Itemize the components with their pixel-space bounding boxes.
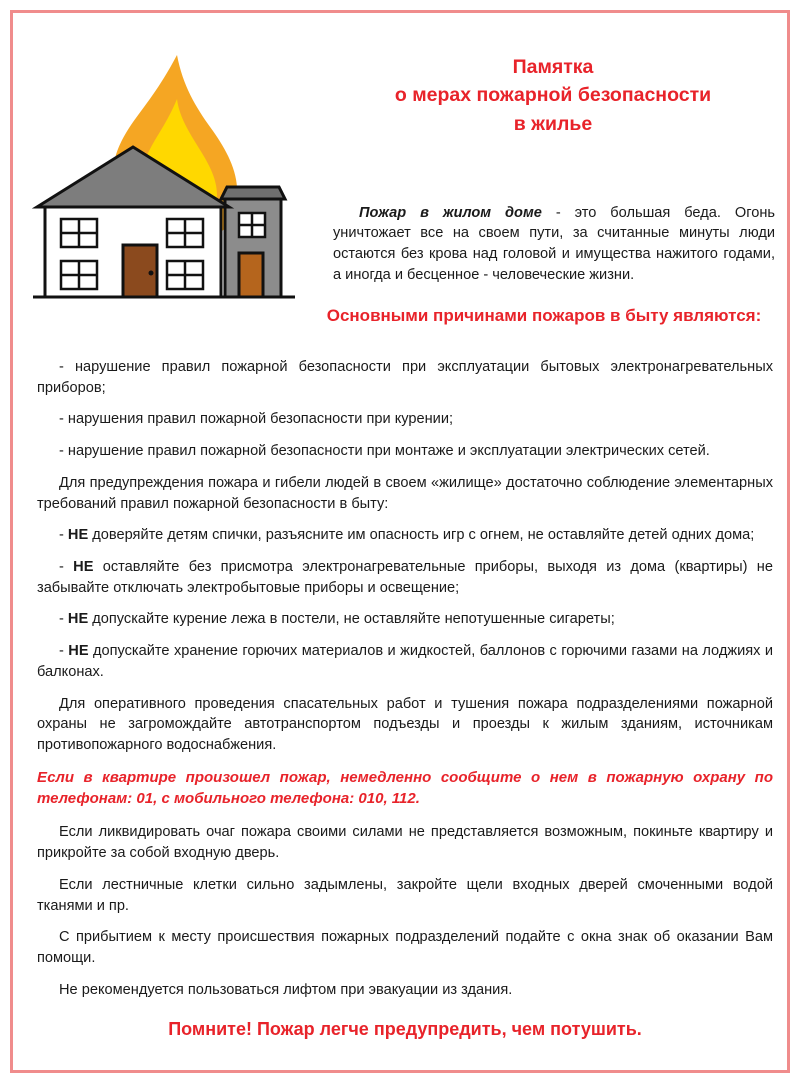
house-annex: [221, 187, 285, 297]
emergency-text-middle: , с мобильного телефона:: [153, 790, 359, 808]
emergency-text-after: .: [415, 790, 420, 808]
title-line-3: в жилье: [513, 112, 593, 135]
cause-item-3: - нарушение правил пожарной безопасности при монтаже и эксплуатации электрических сетей.: [59, 443, 710, 460]
intro-lead: Пожар в жилом доме: [359, 204, 542, 221]
emergency-phone-mobile: 010, 112: [358, 790, 416, 808]
action-item-2: Если лестничные клетки сильно задымлены, закройте щели входных дверей смоченными водой тканями и пр.: [37, 876, 773, 914]
intro-paragraph: [333, 203, 775, 286]
rule-emphasis-2: НЕ: [73, 559, 94, 576]
rule-prefix-3: -: [59, 611, 68, 628]
action-item-4: Не рекомендуется пользоваться лифтом при эвакуации из здания.: [59, 981, 513, 998]
house-body: [45, 207, 221, 297]
rule-item-4: [37, 641, 773, 682]
page-title: [333, 53, 773, 138]
rule-item-3: [37, 609, 773, 630]
rule-emphasis-3: НЕ: [67, 611, 89, 628]
causes-title: Основными причинами пожаров в быту являются:: [326, 306, 762, 325]
rule-text-2: оставляйте без присмотра электронагревательные приборы, выходя из дома (квартиры) не забывайте отключать электробытовые приборы и освещение;: [37, 559, 773, 596]
rule-text-3: допускайте курение лежа в постели, не оставляйте непотушенные сигареты;: [88, 611, 615, 628]
rule-item-1: [37, 525, 773, 546]
rule-emphasis-4: НЕ: [68, 643, 89, 660]
rule-emphasis-1: НЕ: [67, 527, 89, 544]
emergency-notice: [37, 767, 773, 810]
intro-rest: - это большая беда. Огонь уничтожает все на своем пути, за считанные минуты люди остаются без крова над головой и имущества нажитого годами, а иногда и бесценное - человеческие жизни.: [333, 204, 775, 283]
rule-text-1: доверяйте детям спички, разъясните им опасность игр с огнем, не оставляйте детей одних дома;: [88, 527, 755, 544]
action-item-1: Если ликвидировать очаг пожара своими силами не представляется возможным, покиньте квартиру и прикройте за собой входную дверь.: [37, 824, 773, 862]
rule-prefix-2: -: [59, 559, 74, 576]
title-line-1: Памятка: [512, 56, 594, 78]
rule-prefix-1: -: [59, 527, 68, 544]
footer-slogan: Помните! Пожар легче предупредить, чем потушить.: [168, 1019, 642, 1039]
body-text: [37, 357, 773, 1011]
rule-prefix-4: -: [59, 643, 69, 660]
prevention-lead: Для предупреждения пожара и гибели людей в своем «жилище» достаточно соблюдение элементарных требований правил пожарной безопасности в быту:: [37, 474, 773, 512]
emergency-text-before: Если в квартире произошел пожар, немедленно сообщите о нем в пожарную охрану по телефонам:: [37, 768, 773, 808]
action-item-3: С прибытием к месту происшествия пожарных подразделений подайте с окна знак об оказании Вам помощи.: [37, 929, 773, 966]
burning-house-illustration: [27, 47, 317, 337]
rule-item-2: [37, 557, 773, 598]
document-page: [10, 10, 790, 1073]
emergency-phone-landline: 01: [136, 790, 154, 808]
access-paragraph: Для оперативного проведения спасательных работ и тушения пожара подразделениями пожарной охраны не загромождайте автотранспортом подъезды и проезды к жилым зданиям, источникам противопожарного водоснабжения.: [37, 695, 773, 754]
cause-item-1: - нарушение правил пожарной безопасности при эксплуатации бытовых электронагревательных приборов;: [37, 359, 773, 396]
rule-text-4: допускайте хранение горючих материалов и жидкостей, баллонов с горючими газами на лоджиях и балконах.: [37, 643, 774, 680]
cause-item-2: - нарушения правил пожарной безопасности при курении;: [59, 411, 454, 428]
title-line-2: о мерах пожарной безопасности: [394, 84, 712, 107]
document-inner: [13, 13, 787, 1070]
